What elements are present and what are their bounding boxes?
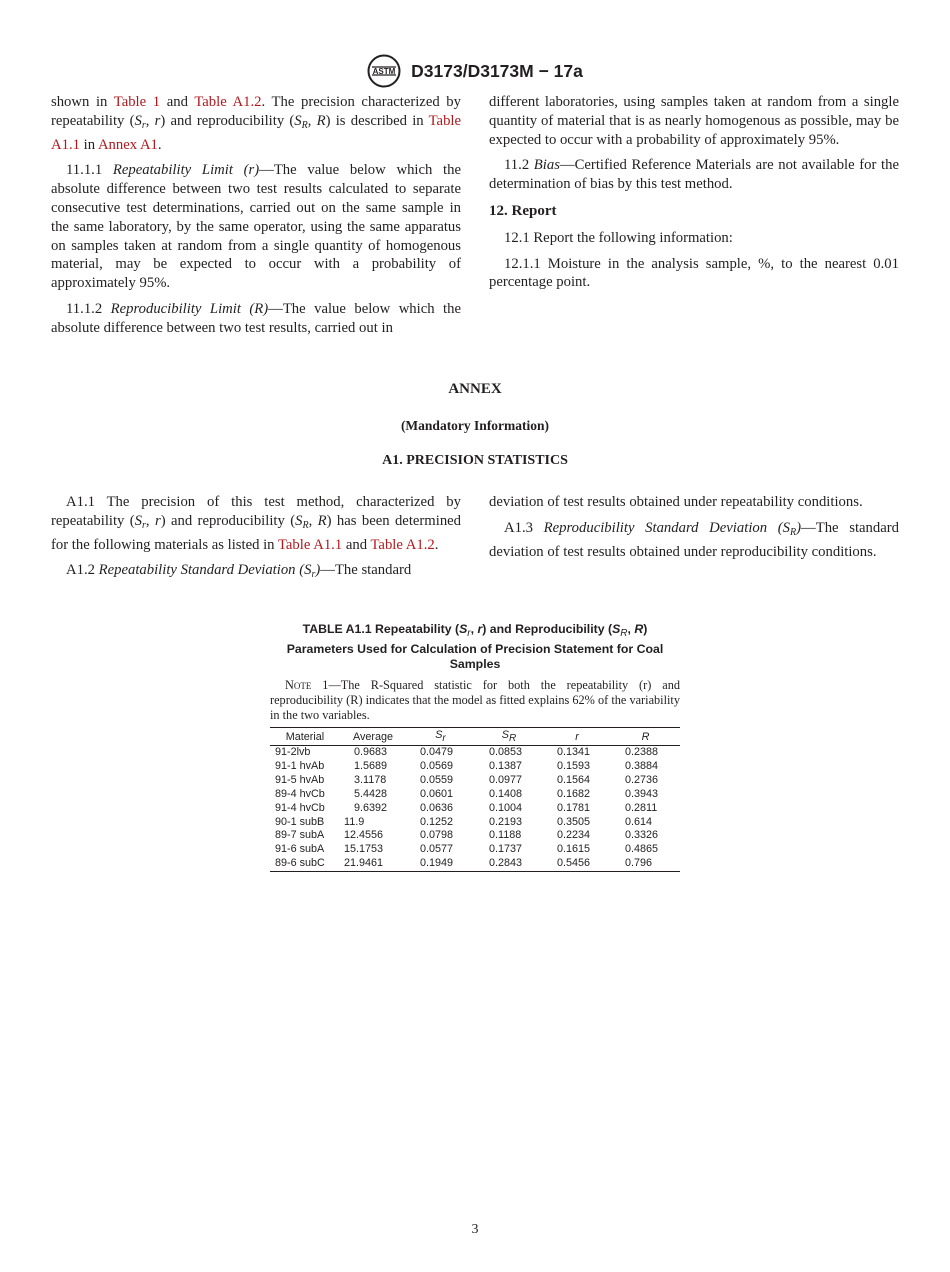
col-header-material: Material <box>285 730 325 743</box>
table-row: 89-7 subA 12.4556 0.0798 0.1188 0.2234 0.3326 <box>275 829 659 842</box>
paragraph-a1-2-cont: deviation of test results obtained under repeatability conditions. <box>489 494 863 510</box>
svg-text:ASTM: ASTM <box>372 67 396 76</box>
col-header-average: Average <box>352 730 394 743</box>
annex-subtitle: (Mandatory Information) <box>400 418 550 433</box>
page-number: 3 <box>471 1222 479 1237</box>
table-row: 89-4 hvCb 5.4428 0.0601 0.1408 0.1682 0.3943 <box>275 787 659 800</box>
paragraph-11-1-1: 11.1.1 Repeatability Limit (r)—The value below which the absolute difference between two test results calculated to separate consecutive test determinations, carried out on the same sample in the same laboratory, by the same operator, using the same apparatus on samples taken at random from a single quantity of homogenous material, may be expected to occur with a probability of approximately 95%. <box>51 162 461 292</box>
table-note: Note 1—The R-Squared statistic for both the repeatability (r) and reproducibility (R) indicates that the model as fitted explains 62% of the variability in the two variables. <box>270 678 680 722</box>
table-header-row <box>270 728 680 746</box>
table-row: 90-1 subB 11.9 0.1252 0.2193 0.3505 0.614 <box>275 815 653 828</box>
link-table-a1-1[interactable]: Table A1.1 <box>51 112 462 153</box>
table-title: TABLE A1.1 Repeatability ($S_r$, r) and Reproducibility ($S_R$, R) Parameters Used for Calculation of Precision Statement for Coal Samples <box>286 622 664 671</box>
table-row: 91-6 subA 15.1753 0.0577 0.1737 0.1615 0.4865 <box>275 843 659 856</box>
left-column-bottom <box>51 493 461 585</box>
annex-section-heading: A1. PRECISION STATISTICS <box>382 453 568 468</box>
right-column-bottom <box>489 493 899 568</box>
table-row: 91-2lvb 0.9683 0.0479 0.0853 0.1341 0.2388 <box>275 746 659 758</box>
col-header-sr: Sr <box>435 729 446 744</box>
paragraph-11-2: 11.2 Bias—Certified Reference Materials are not available for the determination of bias by this test method. <box>489 157 899 193</box>
paragraph-a1-3: A1.3 Reproducibility Standard Deviation $(S_R)—The$ standard deviation of test results obtained under reproducibility conditions. <box>489 519 899 560</box>
precision-table <box>270 727 680 872</box>
table-row: 91-1 hvAb 1.5689 0.0569 0.1387 0.1593 0.3884 <box>275 759 659 772</box>
annex-title: ANNEX <box>448 381 502 397</box>
link-annex-a1[interactable]: Annex A1 <box>97 136 158 153</box>
paragraph-12-1: 12.1 Report the following information: <box>504 229 733 246</box>
paragraph-a1-1: A1.1 The precision of this test method, characterized by repeatability ($S_r$, r) and reproducibility ($S_R$, R) has been determined for the following materials as listed in Table A1.1 and Table A1.2. <box>51 494 462 553</box>
col-header-R: R <box>641 730 650 743</box>
col-header-sR: SR <box>501 729 517 744</box>
paragraph-a1-2: A1.2 Repeatability Standard Deviation $(S_r)—The$ standard <box>66 562 412 581</box>
paragraph-11-1-cont: shown in Table 1 and Table A1.2. The precision characterized by repeatability ($S_r$, r) and reproducibility ($S_R$, R) is described in Table A1.1 in Annex A1. <box>51 94 462 153</box>
link-table-a1-1[interactable]: Table A1.1 <box>277 536 343 553</box>
link-table-a1-2[interactable]: Table A1.2 <box>194 94 262 110</box>
left-column-top <box>51 93 461 338</box>
link-table-a1-2[interactable]: Table A1.2 <box>370 536 435 553</box>
link-table-1[interactable]: Table 1 <box>113 94 161 110</box>
paragraph-11-1-2: 11.1.2 Reproducibility Limit (R)—The value below which the absolute difference between two test results, carried out in <box>51 300 461 336</box>
document-designation: D3173/D3173M − 17a <box>411 60 583 81</box>
col-header-r: r <box>575 730 579 743</box>
table-row: 91-4 hvCb 9.6392 0.0636 0.1004 0.1781 0.2811 <box>275 801 658 814</box>
table-row: 89-6 subC 21.9461 0.1949 0.2843 0.5456 0.796 <box>270 857 680 871</box>
section-heading-report: 12. Report <box>489 202 557 219</box>
page-header <box>0 54 950 88</box>
table-row: 91-5 hvAb 3.1178 0.0559 0.0977 0.1564 0.2736 <box>275 773 659 786</box>
paragraph-12-1-1: 12.1.1 Moisture in the analysis sample, %, to the nearest 0.01 percentage point. <box>489 255 899 291</box>
right-column-top <box>489 93 899 299</box>
astm-logo-icon <box>367 54 401 88</box>
paragraph-11-1-2-cont: different laboratories, using samples taken at random from a single quantity of material that is as nearly homogenous as possible, may be expected to occur with a probability of approximately 95%. <box>489 94 899 148</box>
